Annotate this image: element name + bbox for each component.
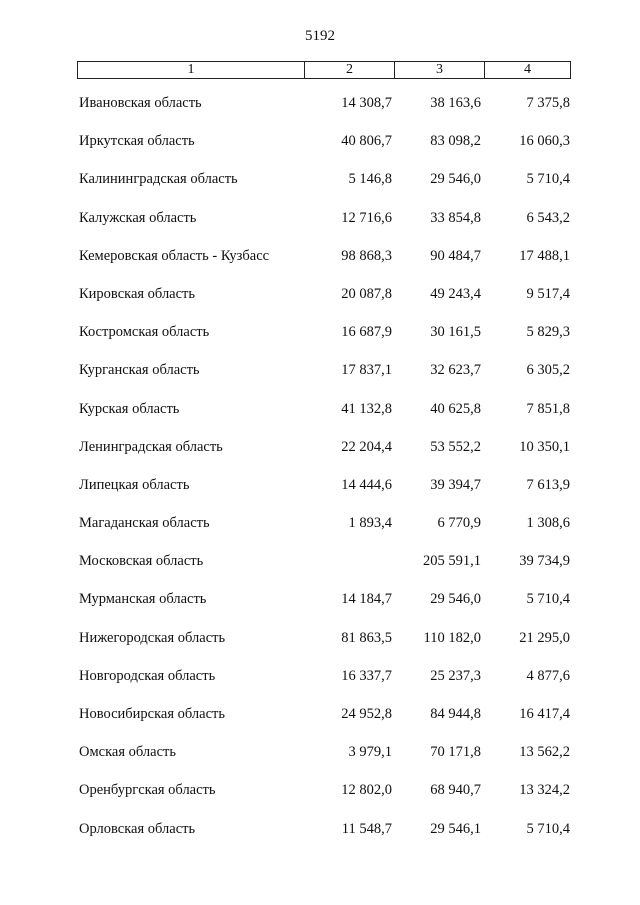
table-row [0,697,640,735]
region-name: Омская область [79,744,176,761]
value-col-2: 1 893,4 [348,515,392,532]
value-col-4: 6 305,2 [526,362,570,379]
value-col-3: 38 163,6 [430,95,481,111]
column-header-2: 2 [304,62,394,78]
value-col-3: 6 770,9 [437,515,481,532]
value-col-4: 5 710,4 [526,820,570,837]
value-col-2: 14 444,6 [341,476,392,493]
value-col-3: 29 546,0 [430,171,481,188]
value-col-4: 39 734,9 [519,553,570,570]
table-row [0,315,640,353]
value-col-2: 12 716,6 [341,209,392,226]
value-col-2: 16 687,9 [341,324,392,341]
value-col-4: 5 710,4 [526,591,570,608]
region-name: Московская область [79,553,204,570]
value-col-2: 98 868,3 [341,247,392,264]
table-row [0,353,640,391]
table-row [0,239,640,277]
table-row [0,201,640,239]
value-col-3: 110 182,0 [423,629,481,646]
value-col-3: 83 098,2 [430,133,481,150]
region-name: Ивановская область [79,95,202,111]
value-col-3: 29 546,0 [430,591,481,608]
value-col-4: 16 417,4 [519,706,570,722]
value-col-3: 205 591,1 [423,553,481,570]
table-row [0,659,640,697]
value-col-2: 17 837,1 [341,362,392,379]
value-col-4: 13 562,2 [519,744,570,761]
column-header-4: 4 [484,62,570,78]
value-col-3: 49 243,4 [430,285,481,302]
table-row [0,162,640,200]
value-col-2: 5 146,8 [348,171,392,188]
region-name: Липецкая область [79,476,190,493]
value-col-3: 84 944,8 [430,706,481,722]
value-col-4: 13 324,2 [519,782,570,799]
value-col-3: 25 237,3 [430,667,481,684]
region-name: Костромская область [79,324,210,341]
value-col-4: 16 060,3 [519,133,570,150]
table-row [0,468,640,506]
value-col-4: 7 613,9 [526,476,570,493]
value-col-2: 3 979,1 [348,744,392,761]
value-col-3: 68 940,7 [430,782,481,799]
value-col-3: 40 625,8 [430,400,481,417]
value-col-4: 1 308,6 [526,515,570,532]
table-row [0,86,640,124]
value-col-4: 17 488,1 [519,247,570,264]
table-row [0,277,640,315]
value-col-4: 21 295,0 [519,629,570,646]
table-header [77,61,571,79]
value-col-2: 14 184,7 [341,591,392,608]
table-row [0,773,640,811]
table-row [0,544,640,582]
value-col-2: 81 863,5 [341,629,392,646]
table-row [0,582,640,620]
table-row [0,392,640,430]
table-body [0,86,640,850]
value-col-3: 32 623,7 [430,362,481,379]
value-col-4: 5 710,4 [526,171,570,188]
table-row [0,430,640,468]
value-col-3: 90 484,7 [430,247,481,264]
region-name: Курганская область [79,362,200,379]
region-name: Новгородская область [79,667,216,684]
value-col-4: 4 877,6 [526,667,570,684]
value-col-3: 70 171,8 [430,744,481,761]
region-name: Магаданская область [79,515,210,532]
region-name: Курская область [79,400,180,417]
value-col-3: 29 546,1 [430,820,481,837]
value-col-4: 9 517,4 [526,285,570,302]
region-name: Кемеровская область - Кузбасс [79,247,270,264]
region-name: Орловская область [79,820,196,837]
region-name: Ленинградская область [79,438,223,455]
value-col-2: 12 802,0 [341,782,392,799]
value-col-2: 16 337,7 [341,667,392,684]
region-name: Новосибирская область [79,706,225,722]
region-name: Оренбургская область [79,782,216,799]
region-name: Калининградская область [79,171,238,188]
column-header-1: 1 [187,62,195,77]
page-number: 5192 [305,28,335,44]
value-col-2: 22 204,4 [341,438,392,455]
column-header-3: 3 [394,62,484,78]
region-name: Нижегородская область [79,629,226,646]
value-col-3: 39 394,7 [430,476,481,493]
region-name: Кировская область [79,285,196,302]
table-row [0,621,640,659]
value-col-2: 14 308,7 [341,95,392,111]
table-row [0,735,640,773]
value-col-4: 6 543,2 [526,209,570,226]
value-col-3: 30 161,5 [430,324,481,341]
table-row [0,506,640,544]
region-name: Иркутская область [79,133,195,150]
value-col-2: 20 087,8 [341,285,392,302]
value-col-2: 24 952,8 [341,706,392,722]
value-col-4: 7 375,8 [526,95,570,111]
value-col-2: 41 132,8 [341,400,392,417]
region-name: Калужская область [79,209,197,226]
value-col-2: 11 548,7 [341,820,392,837]
region-name: Мурманская область [79,591,207,608]
value-col-3: 53 552,2 [430,438,481,455]
value-col-2: 40 806,7 [341,133,392,150]
value-col-3: 33 854,8 [430,209,481,226]
table-row [0,812,640,850]
value-col-4: 10 350,1 [519,438,570,455]
table-row [0,124,640,162]
value-col-4: 5 829,3 [526,324,570,341]
value-col-4: 7 851,8 [526,400,570,417]
